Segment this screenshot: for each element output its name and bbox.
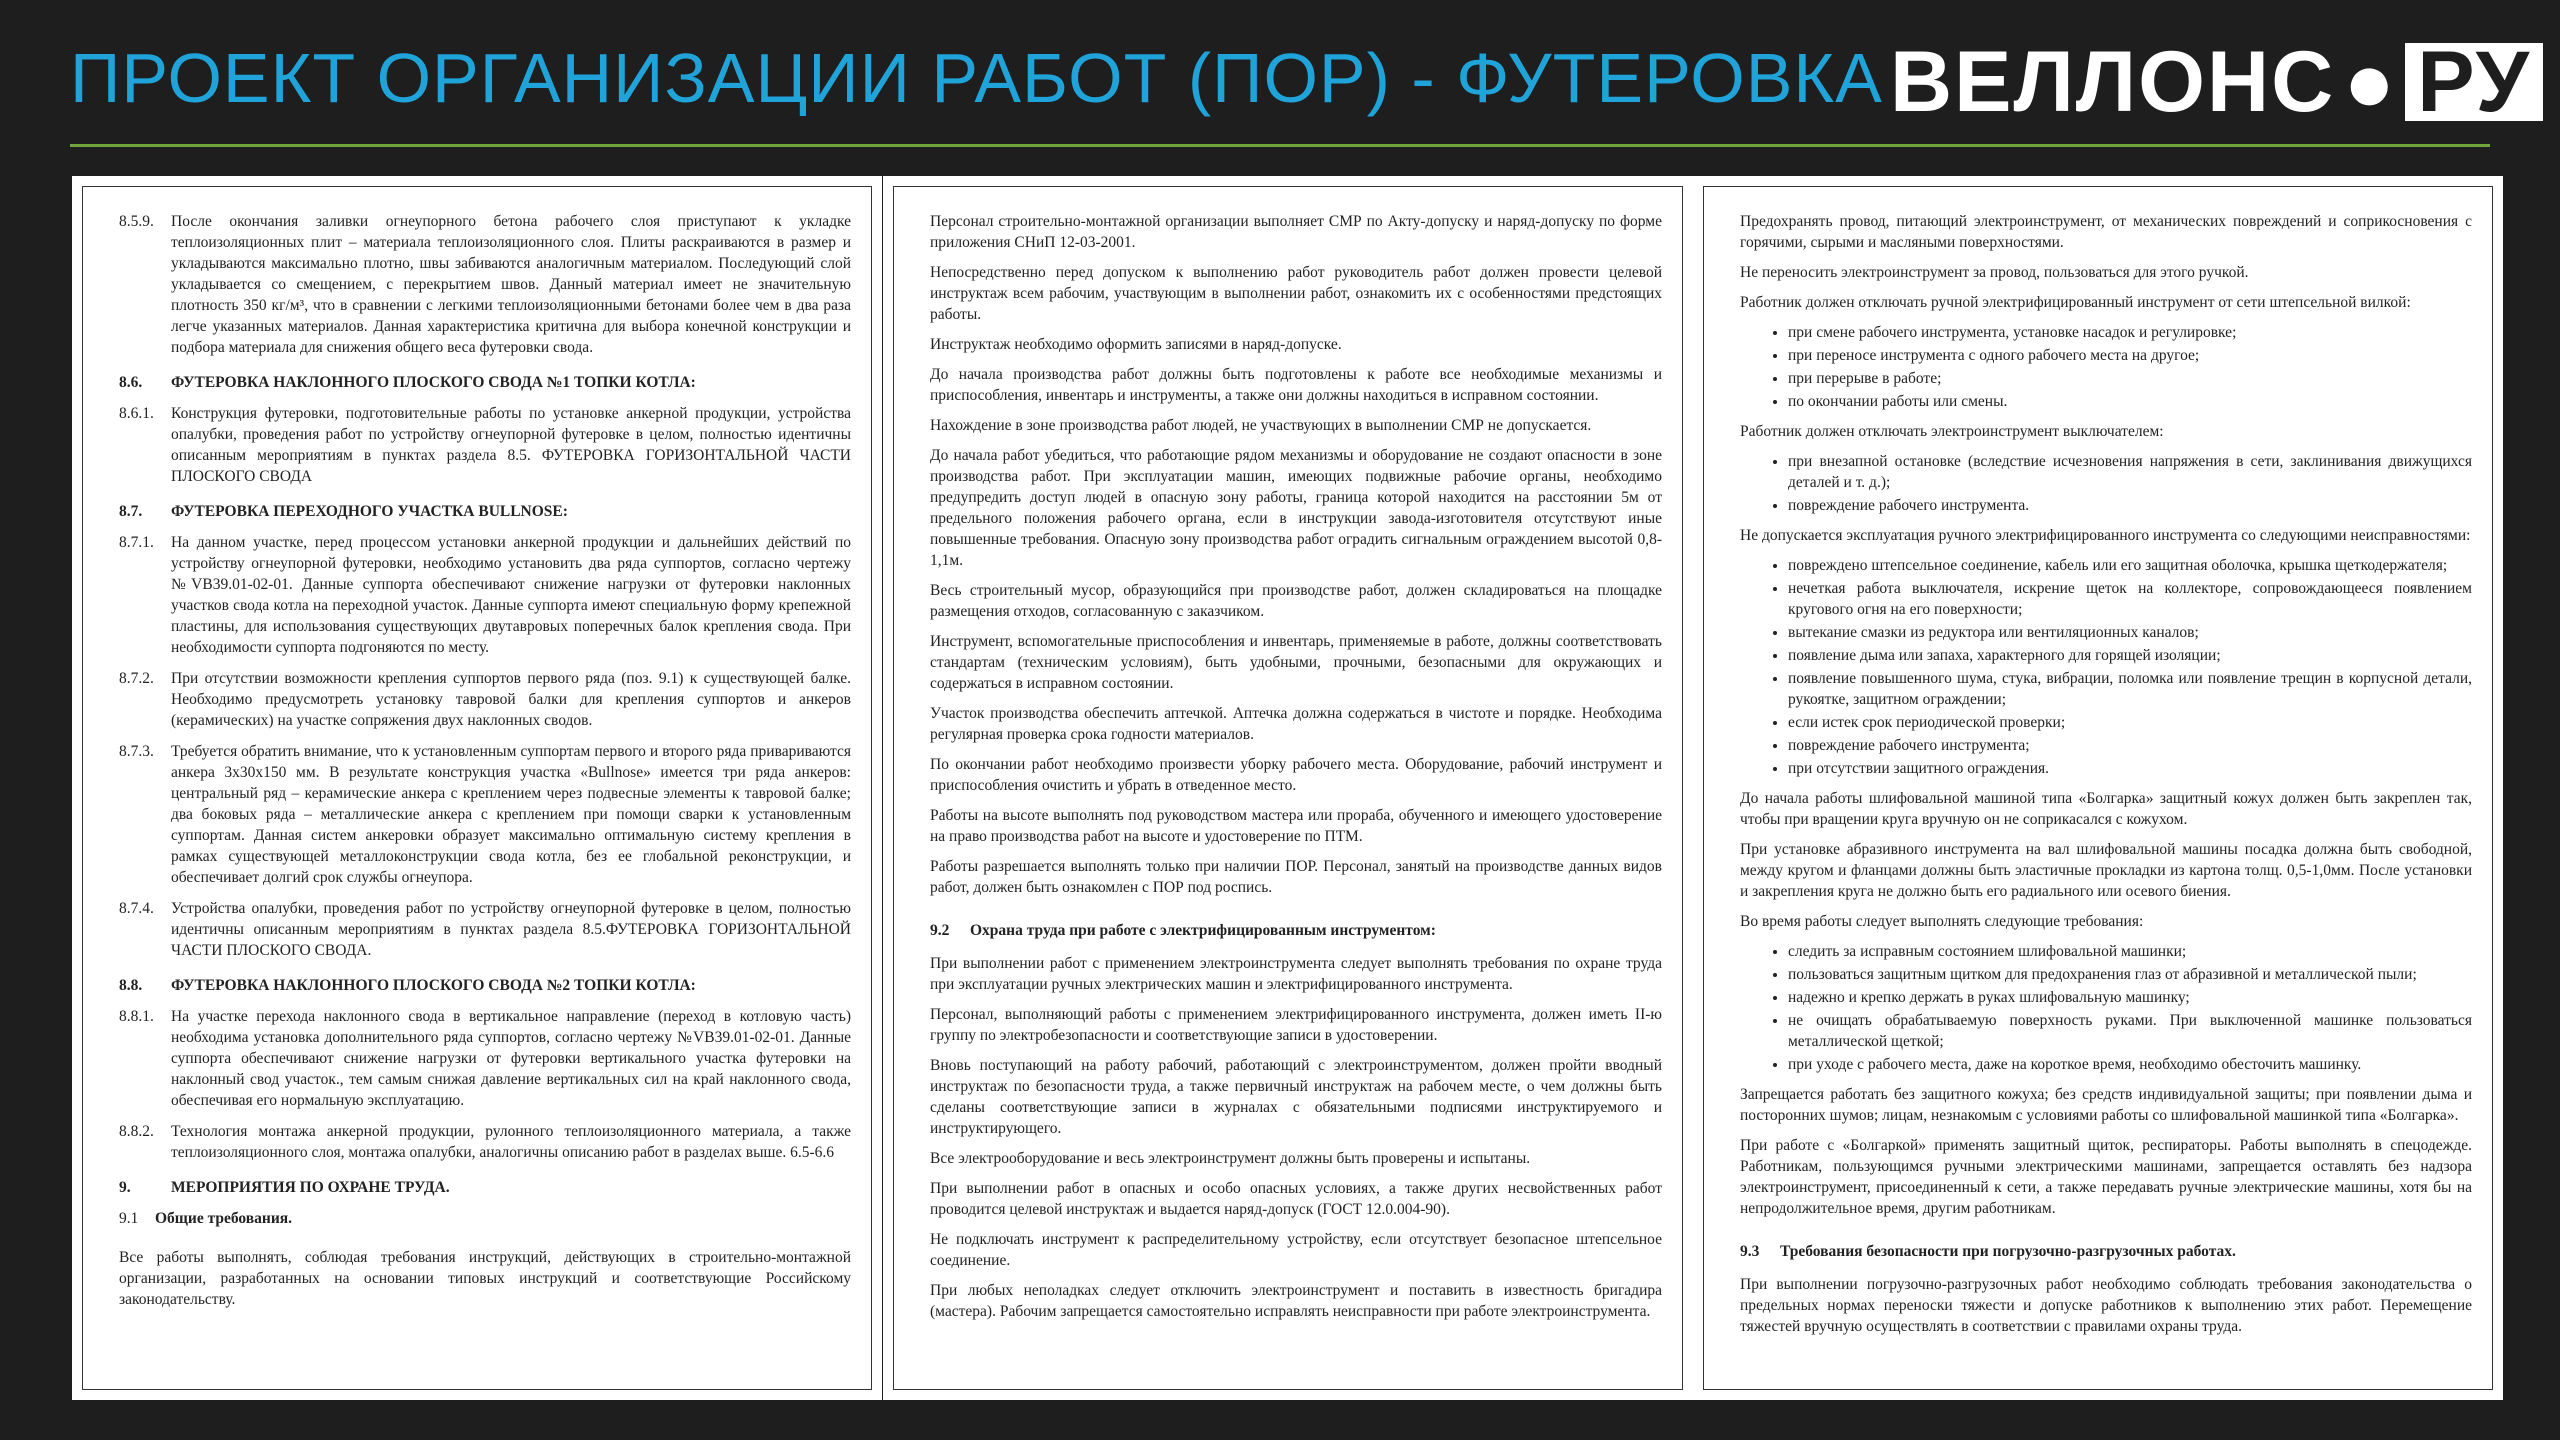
list-item: • при переносе инструмента с одного рабочего места на другое; <box>1788 345 2472 366</box>
list-item: • при уходе с рабочего места, даже на короткое время, необходимо обесточить машинку. <box>1788 1054 2472 1075</box>
clause-text: Технология монтажа анкерной продукции, рулонного теплоизоляционного материала, а также теплоизоляционного слоя, монтажа опалубки, аналогичны описанию работ в разделах выше. 6.5-6.6 <box>171 1123 851 1161</box>
subsection-heading-9-2 <box>930 920 1662 941</box>
clause-text: Устройства опалубки, проведения работ по устройству огнеупорной футеровке в целом, полностью идентичны описанным мероприятиям в пунктах раздела 8.5.ФУТЕРОВКА ГОРИЗОНТАЛЬНОЙ ЧАСТИ ПЛОСКОГО СВОДА. <box>171 900 851 959</box>
bullet-list <box>1740 941 2472 1075</box>
logo-dot-icon: ● <box>2343 34 2398 130</box>
bullet-list <box>1740 451 2472 516</box>
paragraph: Персонал строительно-монтажной организации выполняет СМР по Акту-допуску и наряд-допуску по форме приложения СНиП 12-03-2001. <box>930 213 1662 251</box>
paragraph: Запрещается работать без защитного кожуха; без средств индивидуальной защиты; при появлении дыма и посторонних шумов; лицам, незнакомым с условиями работы со шлифовальной машинкой типа «Болгарка». <box>1740 1086 2472 1124</box>
list-item: • повреждено штепсельное соединение, кабель или его защитная оболочка, крышка щеткодержателя; <box>1788 555 2472 576</box>
list-item: • при внезапной остановке (вследствие исчезновения напряжения в сети, заклинивания движущихся деталей и т. д.); <box>1788 451 2472 493</box>
logo-text-right: РУ <box>2405 43 2543 121</box>
paragraph: При любых неполадках следует отключить электроинструмент и поставить в известность бригадира (мастера). Рабочим запрещается самостоятельно исправлять неисправности при работе электроинструмента. <box>930 1282 1662 1320</box>
subsection-heading-9-1 <box>119 1208 851 1229</box>
paragraph: Все электрооборудование и весь электроинструмент должны быть проверены и испытаны. <box>930 1150 1531 1167</box>
clause-8-8-1 <box>119 1006 851 1111</box>
clause-number: 8.7.3. <box>119 743 154 760</box>
list-item: • если истек срок периодической проверки; <box>1788 712 2472 733</box>
clause-text: Конструкция футеровки, подготовительные работы по установке анкерной продукции, устройства опалубки, проведения работ по устройству огнеупорной футеровке в целом, полностью идентичны описанным мероприятиям в пунктах раздела 8.5. ФУТЕРОВКА ГОРИЗОНТАЛЬНОЙ ЧАСТИ ПЛОСКОГО СВОДА <box>171 405 851 485</box>
section-number: 9.1 <box>119 1210 139 1227</box>
list-item: • повреждение рабочего инструмента; <box>1788 735 2472 756</box>
section-heading-8-7 <box>119 501 851 522</box>
list-item: • следить за исправным состоянием шлифовальной машинки; <box>1788 941 2472 962</box>
section-heading-9 <box>119 1177 851 1198</box>
list-item: • по окончании работы или смены. <box>1788 391 2472 412</box>
section-title: Общие требования. <box>155 1210 293 1227</box>
section-number: 8.8. <box>119 977 143 994</box>
section-heading-8-6 <box>119 372 851 393</box>
clause-text: При отсутствии возможности крепления суппортов первого ряда (поз. 9.1) к существующей балке. Необходимо предусмотреть установку тавровой балки для крепления суппортов и анкеров (керамических) на участке сопряжения двух наклонных сводов. <box>171 670 851 729</box>
paragraph: Работы разрешается выполнять только при наличии ПОР. Персонал, занятый на производстве данных видов работ, должен быть ознакомлен с ПОР под роспись. <box>930 858 1662 896</box>
clause-number: 8.6.1. <box>119 405 154 422</box>
section-title: ФУТЕРОВКА НАКЛОННОГО ПЛОСКОГО СВОДА №1 ТОПКИ КОТЛА: <box>171 374 696 391</box>
section-title: ФУТЕРОВКА ПЕРЕХОДНОГО УЧАСТКА BULLNOSE: <box>171 503 568 520</box>
section-title: МЕРОПРИЯТИЯ ПО ОХРАНЕ ТРУДА. <box>171 1179 450 1196</box>
document-page-2 <box>883 176 1693 1400</box>
section-number: 8.7. <box>119 503 143 520</box>
list-item: • при отсутствии защитного ограждения. <box>1788 758 2472 779</box>
list-item: • повреждение рабочего инструмента. <box>1788 495 2472 516</box>
clause-number: 8.5.9. <box>119 213 154 230</box>
logo-text-left: ВЕЛЛОНС <box>1890 34 2336 130</box>
list-item: • появление дыма или запаха, характерного для горящей изоляции; <box>1788 645 2472 666</box>
list-item: • пользоваться защитным щитком для предохранения глаз от абразивной и металлической пыли; <box>1788 964 2472 985</box>
page-frame <box>893 186 1683 1390</box>
paragraph: Работы на высоте выполнять под руководством мастера или прораба, обученного и имеющего удостоверение на право производства работ на высоте и удостоверение по ПТМ. <box>930 807 1662 845</box>
clause-8-6-1 <box>119 403 851 487</box>
section-number: 9.2 <box>930 922 950 939</box>
paragraph: По окончании работ необходимо произвести уборку рабочего места. Оборудование, рабочий инструмент и приспособления очистить и убрать в отведенное место. <box>930 756 1662 794</box>
bullet-list <box>1740 555 2472 779</box>
paragraph: Предохранять провод, питающий электроинструмент, от механических повреждений и соприкосновения с горячими, сырыми и масляными поверхностями. <box>1740 213 2472 251</box>
list-item: • появление повышенного шума, стука, вибрации, поломка или появление трещин в корпусной детали, рукоятке, защитном ограждении; <box>1788 668 2472 710</box>
header-divider <box>70 144 2490 147</box>
clause-8-7-2 <box>119 668 851 731</box>
section-number: 8.6. <box>119 374 143 391</box>
paragraph: До начала производства работ должны быть подготовлены к работе все необходимые механизмы и приспособления, инвентарь и инструменты, а также они должны находиться в исправном состоянии. <box>930 366 1662 404</box>
page-frame <box>1703 186 2493 1390</box>
clause-text: На участке перехода наклонного свода в вертикальное направление (переход в котловую часть) необходима установка дополнительного ряда суппортов, согласно чертежу №VB39.01-02-01. Данные суппорта обеспечивают снижение нагрузки от футеровки вертикального участка футеровки на наклонный свод участок., тем самым снижая давление вертикальных сил на край наклонного свода, обеспечивая его нормальную эксплуатацию. <box>171 1008 851 1109</box>
bullet-list <box>1740 322 2472 412</box>
clause-8-7-3 <box>119 741 851 888</box>
paragraph: Инструктаж необходимо оформить записями в наряд-допуске. <box>930 336 1342 353</box>
section-title: ФУТЕРОВКА НАКЛОННОГО ПЛОСКОГО СВОДА №2 ТОПКИ КОТЛА: <box>171 977 696 994</box>
clause-8-7-1 <box>119 532 851 658</box>
paragraph: Весь строительный мусор, образующийся при производстве работ, должен складироваться на площадке размещения отходов, согласованную с заказчиком. <box>930 582 1662 620</box>
paragraph: Во время работы следует выполнять следующие требования: <box>1740 913 2144 930</box>
clause-number: 8.7.1. <box>119 534 154 551</box>
section-title: Охрана труда при работе с электрифицированным инструментом: <box>970 922 1436 939</box>
clause-number: 8.7.4. <box>119 900 154 917</box>
clause-8-5-9 <box>119 211 851 358</box>
paragraph: Не подключать инструмент к распределительному устройству, если отсутствует безопасное штепсельное соединение. <box>930 1231 1662 1269</box>
section-heading-8-8 <box>119 975 851 996</box>
paragraph: Работник должен отключать ручной электрифицированный инструмент от сети штепсельной вилкой: <box>1740 294 2411 311</box>
page-title: ПРОЕКТ ОРГАНИЗАЦИИ РАБОТ (ПОР) - ФУТЕРОВКА <box>70 39 1883 117</box>
paragraph: Непосредственно перед допуском к выполнению работ руководитель работ должен провести целевой инструктаж всем рабочим, участвующим в выполнении работ, ознакомить их с особенностями предстоящих работы. <box>930 264 1662 323</box>
paragraph: Не допускается эксплуатация ручного электрифицированного инструмента со следующими неисправностями: <box>1740 527 2471 544</box>
page-frame <box>82 186 872 1390</box>
list-item: • при смене рабочего инструмента, установке насадок и регулировке; <box>1788 322 2472 343</box>
paragraph: До начала работ убедиться, что работающие рядом механизмы и оборудование не создают опасности в зоне производства работ. При эксплуатации машин, имеющих подвижные рабочие органы, необходимо предупредить доступ людей в опасную зону работы, граница которой находится на расстоянии 5м от предельного положения рабочего органа, если в инструкции завода-изготовителя отсутствуют иные повышенные требования. Опасную зону производства работ оградить сигнальным ограждением высотой 0,8-1,1м. <box>930 447 1662 569</box>
section-title: Требования безопасности при погрузочно-разгрузочных работах. <box>1780 1243 2236 1260</box>
brand-logo[interactable] <box>1890 34 2543 130</box>
paragraph: Вновь поступающий на работу рабочий, работающий с электроинструментом, должен пройти вводный инструктаж по безопасности труда, а также первичный инструктаж на рабочем месте, о чем должны быть сделаны соответствующие записи в журналах с обязательными подписями инструктируемого и инструктирующего. <box>930 1057 1662 1137</box>
paragraph: При установке абразивного инструмента на вал шлифовальной машины посадка должна быть свободной, между кругом и фланцами должны быть эластичные прокладки из картона толщ. 0,5-1,0мм. После установки и закрепления круга не должно быть его радиального или осевого биения. <box>1740 841 2472 900</box>
section-number: 9.3 <box>1740 1243 1760 1260</box>
paragraph: При выполнении работ с применением электроинструмента следует выполнять требования по охране труда при эксплуатации ручных электрических машин и электрифицированного инструмента. <box>930 955 1662 993</box>
section-number: 9. <box>119 1179 131 1196</box>
list-item: • при перерыве в работе; <box>1788 368 2472 389</box>
clause-8-8-2 <box>119 1121 851 1163</box>
paragraph: При выполнении погрузочно-разгрузочных работ необходимо соблюдать требования законодательства о предельных нормах переноски тяжести и допуске работников к выполнению этих работ. Перемещение тяжестей вручную осуществлять в соответствии с правилами охраны труда. <box>1740 1276 2472 1335</box>
list-item: • нечеткая работа выключателя, искрение щеток на коллекторе, сопровождающееся появлением кругового огня на его поверхности; <box>1788 578 2472 620</box>
paragraph: Инструмент, вспомогательные приспособления и инвентарь, применяемые в работе, должны соответствовать стандартам (техническим условиям), быть удобными, прочными, безопасными для окружающих и содержаться в исправном состоянии. <box>930 633 1662 692</box>
clause-text: После окончания заливки огнеупорного бетона рабочего слоя приступают к укладке теплоизоляционных плит – материала теплоизоляционного слоя. Плиты раскраиваются в размер и укладываются максимально плотно, швы забиваются аналогичным материалом. Последующий слой укладывается со смещением, с перекрытием швов. Данный материал имеет не значительную плотность 350 кг/м³, что в сравнении с легкими теплоизоляционными бетонами более чем в два раза легче указанных материалов. Данная характеристика критична для выбора конечной конструкции и подбора материала для снижения общего веса футеровки свода. <box>171 213 851 356</box>
clause-text: Требуется обратить внимание, что к установленным суппортам первого и второго ряда привариваются анкера 3х30х150 мм. В результате конструкция участка «Bullnose» имеется три ряда анкеров: центральный ряд – керамические анкера с креплением через подвесные элементы к тавровой балке; два боковых ряда – металлические анкера с креплением при помощи сварки к установленным суппортам. Данная систем анкеровки образует максимально оптимальную систему крепления в рамках существующей металлоконструкции свода котла, без ее глобальной реконструкции, и обеспечивает долгий срок службы огнеупора. <box>171 743 851 886</box>
paragraph: При работе с «Болгаркой» применять защитный щиток, респираторы. Работы выполнять в спецодежде. Работникам, пользующимся ручными электрическими машинами, запрещается оставлять без надзора электроинструмент, присоединенный к сети, а также передавать ручные электрические машины, хотя бы на непродолжительное время, другим работникам. <box>1740 1137 2472 1217</box>
clause-number: 8.8.2. <box>119 1123 154 1140</box>
paragraph: Участок производства обеспечить аптечкой. Аптечка должна содержаться в чистоте и порядке. Необходима регулярная проверка срока годности материалов. <box>930 705 1662 743</box>
list-item: • надежно и крепко держать в руках шлифовальную машинку; <box>1788 987 2472 1008</box>
paragraph: Работник должен отключать электроинструмент выключателем: <box>1740 423 2164 440</box>
paragraph: Все работы выполнять, соблюдая требования инструкций, действующих в строительно-монтажной организации, разработанных на основании типовых инструкций и соответствующие Российскому законодательству. <box>119 1249 851 1308</box>
clause-number: 8.7.2. <box>119 670 154 687</box>
list-item: • не очищать обрабатываемую поверхность руками. При выключенной машинке пользоваться металлической щеткой; <box>1788 1010 2472 1052</box>
paragraph: При выполнении работ в опасных и особо опасных условиях, а также других несвойственных работ проводится целевой инструктаж и выдается наряд-допуск (ГОСТ 12.0.004-90). <box>930 1180 1662 1218</box>
clause-8-7-4 <box>119 898 851 961</box>
subsection-heading-9-3 <box>1740 1241 2472 1262</box>
paragraph: Персонал, выполняющий работы с применением электрифицированного инструмента, должен иметь II-ю группу по электробезопасности и соответствующие записи в удостоверении. <box>930 1006 1662 1044</box>
paragraph: Нахождение в зоне производства работ людей, не участвующих в выполнении СМР не допускается. <box>930 417 1592 434</box>
document-page-3 <box>1693 176 2503 1400</box>
paragraph: Не переносить электроинструмент за провод, пользоваться для этого ручкой. <box>1740 264 2249 281</box>
paragraph: До начала работы шлифовальной машиной типа «Болгарка» защитный кожух должен быть закреплен так, чтобы при вращении круга вручную он не соприкасался с кожухом. <box>1740 790 2472 828</box>
clause-number: 8.8.1. <box>119 1008 154 1025</box>
document-page-1 <box>72 176 882 1400</box>
clause-text: На данном участке, перед процессом установки анкерной продукции и дальнейших действий по устройству огнеупорной футеровки, необходимо установить два ряда суппортов, согласно чертежу №VB39.01-02-01. Данные суппорта обеспечивают снижение нагрузки от футеровки наклонных участков свода котла на переходной участок. Данные суппорта имеют специальную форму крепежной пластины, для использования существующих двутавровых поперечных балок крепления свода. При необходимости суппорта подгоняются по месту. <box>171 534 851 656</box>
list-item: • вытекание смазки из редуктора или вентиляционных каналов; <box>1788 622 2472 643</box>
